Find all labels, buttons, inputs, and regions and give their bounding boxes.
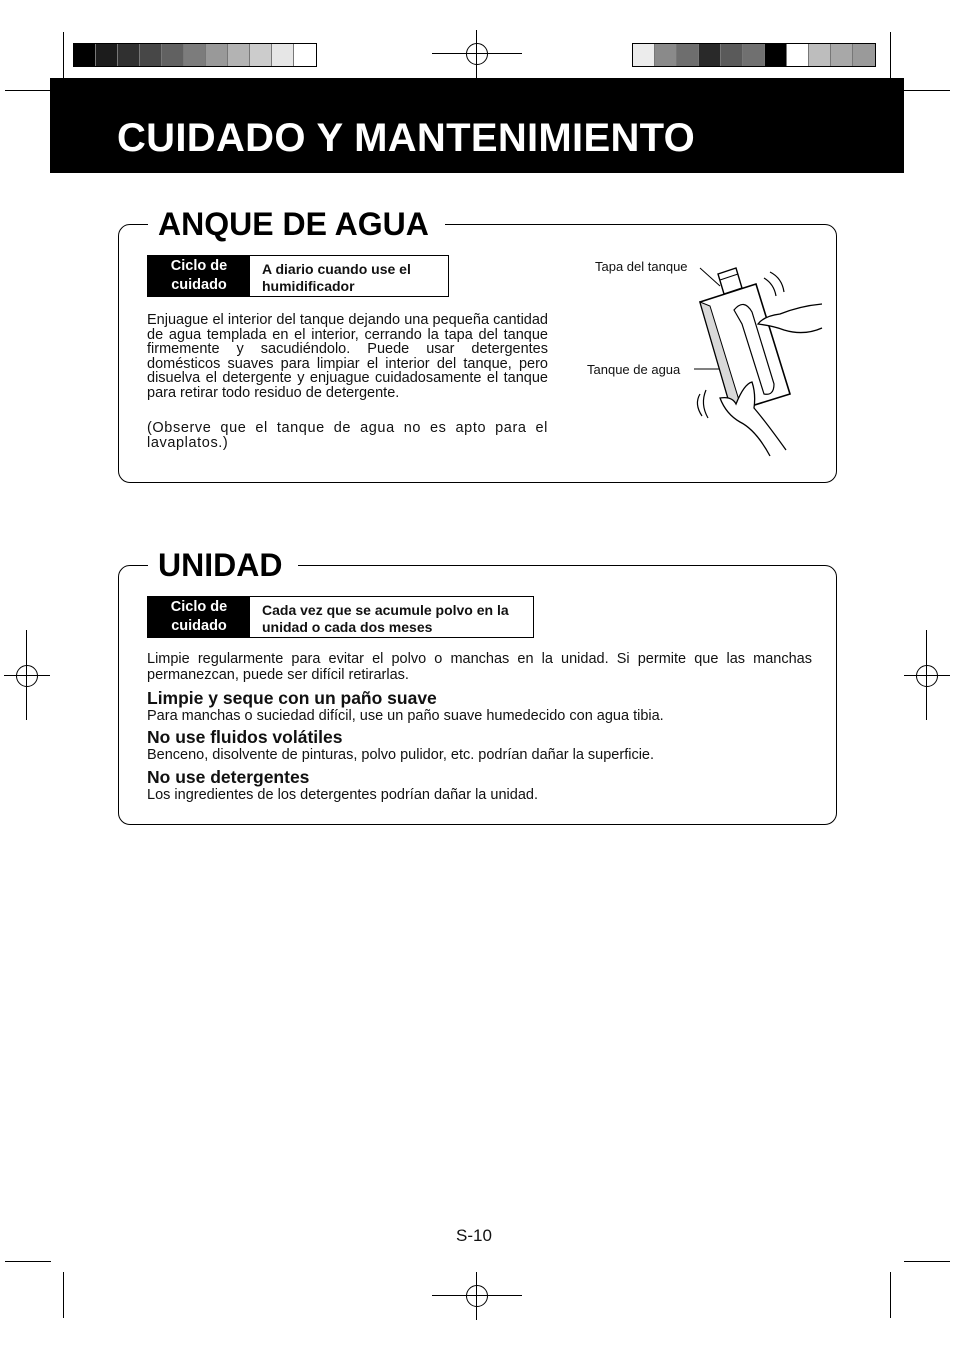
- label-water-tank: Tanque de agua: [587, 362, 681, 377]
- color-swatch: [184, 44, 206, 66]
- item-text: Los ingredientes de los detergentes podrían dañar la unidad.: [147, 787, 538, 803]
- tank-section-title: ANQUE DE AGUA: [148, 206, 445, 242]
- register-mark-line: [904, 675, 950, 676]
- cycle-label: Ciclo de cuidado: [148, 256, 250, 296]
- tank-shaking-illustration: [560, 244, 830, 464]
- crop-mark: [5, 90, 51, 91]
- color-swatch: [96, 44, 118, 66]
- color-swatch: [162, 44, 184, 66]
- color-swatch: [765, 44, 787, 66]
- tank-instructions: Enjuague el interior del tanque dejando una pequeña cantidad de agua templada en el interior, cerrando la tapa del tanque firmemente y sacudiéndolo. Puede usar detergentes domésticos suaves para limpiar el interior del tanque, pero disuelva el detergente y enjuague cuidadosamente el tanque para retirar todo residuo de detergente.: [147, 312, 548, 401]
- crop-mark: [904, 90, 950, 91]
- register-mark-line: [476, 30, 477, 78]
- item-heading: Limpie y seque con un paño suave: [147, 688, 437, 708]
- item-heading: No use detergentes: [147, 767, 310, 787]
- item-text: Benceno, disolvente de pinturas, polvo pulidor, etc. podrían dañar la superficie.: [147, 747, 655, 763]
- unit-care-cycle: [147, 596, 534, 638]
- page-title: CUIDADO Y MANTENIMIENTO: [117, 116, 696, 160]
- color-swatch: [140, 44, 162, 66]
- crop-mark: [63, 32, 64, 78]
- color-swatch: [74, 44, 96, 66]
- register-mark: [916, 665, 938, 687]
- register-mark-line: [4, 675, 50, 676]
- cap-leader-line: [700, 268, 720, 286]
- unit-intro: Limpie regularmente para evitar el polvo o manchas en la unidad. Si permite que las manchas permanezcan, puede ser difícil retirarlas.: [147, 651, 812, 683]
- color-swatch: [787, 44, 809, 66]
- crop-mark: [63, 1272, 64, 1318]
- register-mark: [16, 665, 38, 687]
- register-mark-line: [432, 53, 522, 54]
- color-swatch: [250, 44, 272, 66]
- cycle-value: A diario cuando use el humidificador: [262, 260, 411, 294]
- register-mark-line: [432, 1295, 522, 1296]
- page-number: S-10: [456, 1226, 492, 1245]
- cycle-value: Cada vez que se acumule polvo en la unidad o cada dos meses: [262, 601, 509, 635]
- crop-mark: [904, 1261, 950, 1262]
- color-swatch: [743, 44, 765, 66]
- item-text: Para manchas o suciedad difícil, use un paño suave humedecido con agua tibia.: [147, 708, 664, 724]
- tank-note: (Observe que el tanque de agua no es apto para el lavaplatos.): [147, 420, 548, 451]
- crop-mark: [5, 1261, 51, 1262]
- color-swatch: [294, 44, 316, 66]
- color-swatch: [633, 44, 655, 66]
- color-swatch: [228, 44, 250, 66]
- color-swatch: [721, 44, 743, 66]
- color-bar-right: [632, 43, 876, 67]
- color-swatch: [655, 44, 677, 66]
- unit-section-title: UNIDAD: [148, 547, 298, 583]
- crop-mark: [890, 1272, 891, 1318]
- page-header: [50, 78, 904, 173]
- color-swatch: [677, 44, 699, 66]
- register-mark-line: [476, 1272, 477, 1320]
- register-mark: [466, 1285, 488, 1307]
- register-mark: [466, 43, 488, 65]
- color-bar-left: [73, 43, 317, 67]
- color-swatch: [853, 44, 875, 66]
- item-heading: No use fluidos volátiles: [147, 727, 343, 747]
- color-swatch: [809, 44, 831, 66]
- label-tank-cap: Tapa del tanque: [595, 259, 688, 274]
- color-swatch: [272, 44, 294, 66]
- cycle-label: Ciclo de cuidado: [148, 597, 250, 637]
- color-swatch: [831, 44, 853, 66]
- crop-mark: [890, 32, 891, 78]
- tank-care-cycle: [147, 255, 449, 297]
- color-swatch: [206, 44, 228, 66]
- color-swatch: [118, 44, 140, 66]
- color-swatch: [699, 44, 721, 66]
- motion-lines-icon: [697, 390, 708, 418]
- motion-lines-icon: [764, 272, 784, 296]
